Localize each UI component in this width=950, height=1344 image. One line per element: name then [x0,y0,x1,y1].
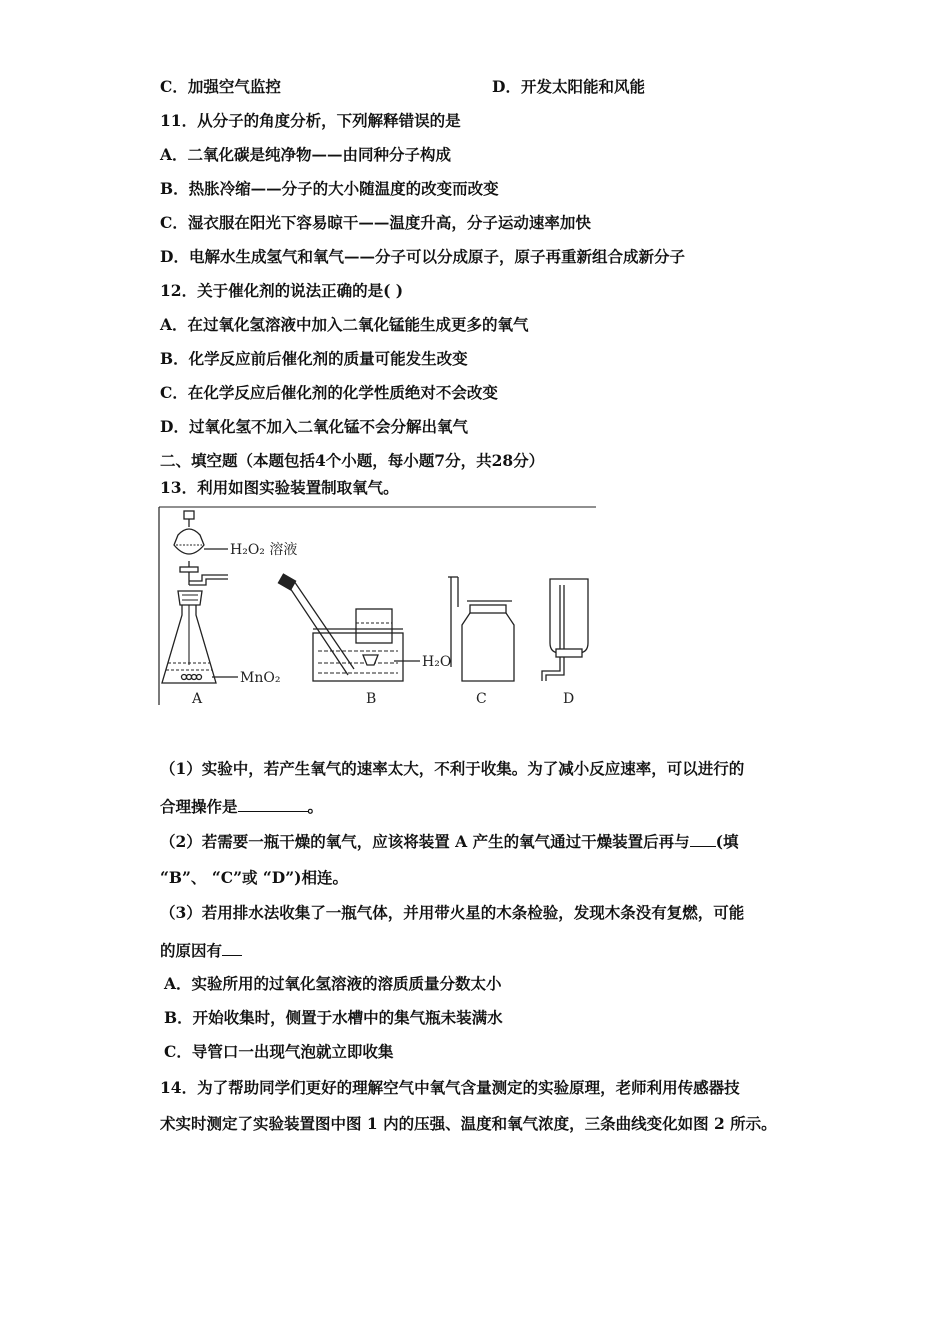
apparatus-b-drawing [278,574,420,681]
q14-line2: 术实时测定了实验装置图中图 1 内的压强、温度和氧气浓度，三条曲线变化如图 2 所示。 [160,1114,777,1133]
q13-part3-line2 [160,940,242,961]
q13-part1-line2 [160,796,323,817]
answer-blank [238,796,308,812]
q13-part1-line1: （1）实验中，若产生氧气的速率太大，不利于收集。为了减小反应速率，可以进行的 [160,759,745,778]
answer-blank [690,831,716,847]
q11-option-d: D．电解水生成氢气和氧气——分子可以分成原子，原子再重新组合成新分子 [160,247,685,266]
apparatus-c-drawing [448,577,514,681]
q13-part3-text: 的原因有 [160,941,223,960]
q12-option-a: A．在过氧化氢溶液中加入二氧化锰能生成更多的氧气 [160,315,529,334]
q13-option-c: C．导管口一出现气泡就立即收集 [164,1042,394,1061]
q13-part2-line2: “B”、 “C”或 “D”)相连。 [160,868,348,887]
q13-option-b: B．开始收集时，侧置于水槽中的集气瓶未装满水 [164,1008,503,1027]
q13-stem: 13．利用如图实验装置制取氧气。 [160,478,399,497]
q13-option-a: A．实验所用的过氧化氢溶液的溶质质量分数太小 [164,974,502,993]
apparatus-figure [158,505,598,707]
q13-part3-line1: （3）若用排水法收集了一瓶气体，并用带火星的木条检验，发现木条没有复燃，可能 [160,903,745,922]
q10-option-d: D．开发太阳能和风能 [492,77,645,96]
q14-line1: 14．为了帮助同学们更好的理解空气中氧气含量测定的实验原理，老师利用传感器技 [160,1078,740,1097]
q13-part2-text: （2）若需要一瓶干燥的氧气，应该将装置 A 产生的氧气通过干燥装置后再与 [160,832,690,851]
q13-part1-end: 。 [307,797,324,816]
q11-option-c: C．湿衣服在阳光下容易晾干——温度升高，分子运动速率加快 [160,213,591,232]
label-c: C [476,691,487,707]
h2o-label: H₂O [422,654,452,670]
label-d: D [563,691,575,707]
q12-option-b: B．化学反应前后催化剂的质量可能发生改变 [160,349,468,368]
h2o2-label: H₂O₂ 溶液 [230,542,298,558]
section-heading: 二、填空题（本题包括4个小题，每小题7分，共28分） [160,451,545,470]
q10-option-c: C．加强空气监控 [160,77,281,96]
q11-stem: 11．从分子的角度分析，下列解释错误的是 [160,111,461,130]
q13-part2-line1 [160,831,738,852]
apparatus-a-drawing [162,511,238,683]
q12-option-d: D．过氧化氢不加入二氧化锰不会分解出氧气 [160,417,468,436]
q11-option-b: B．热胀冷缩——分子的大小随温度的改变而改变 [160,179,499,198]
apparatus-d-drawing [542,579,588,681]
q13-part2-end: (填 [715,832,739,851]
q12-option-c: C．在化学反应后催化剂的化学性质绝对不会改变 [160,383,498,402]
q12-stem: 12．关于催化剂的说法正确的是( ) [160,281,404,300]
mno2-label: MnO₂ [240,670,281,686]
answer-blank [222,940,242,956]
label-b: B [366,691,377,707]
q13-part1-text: 合理操作是 [160,797,238,816]
q11-option-a: A．二氧化碳是纯净物——由同种分子构成 [160,145,452,164]
label-a: A [192,691,203,707]
